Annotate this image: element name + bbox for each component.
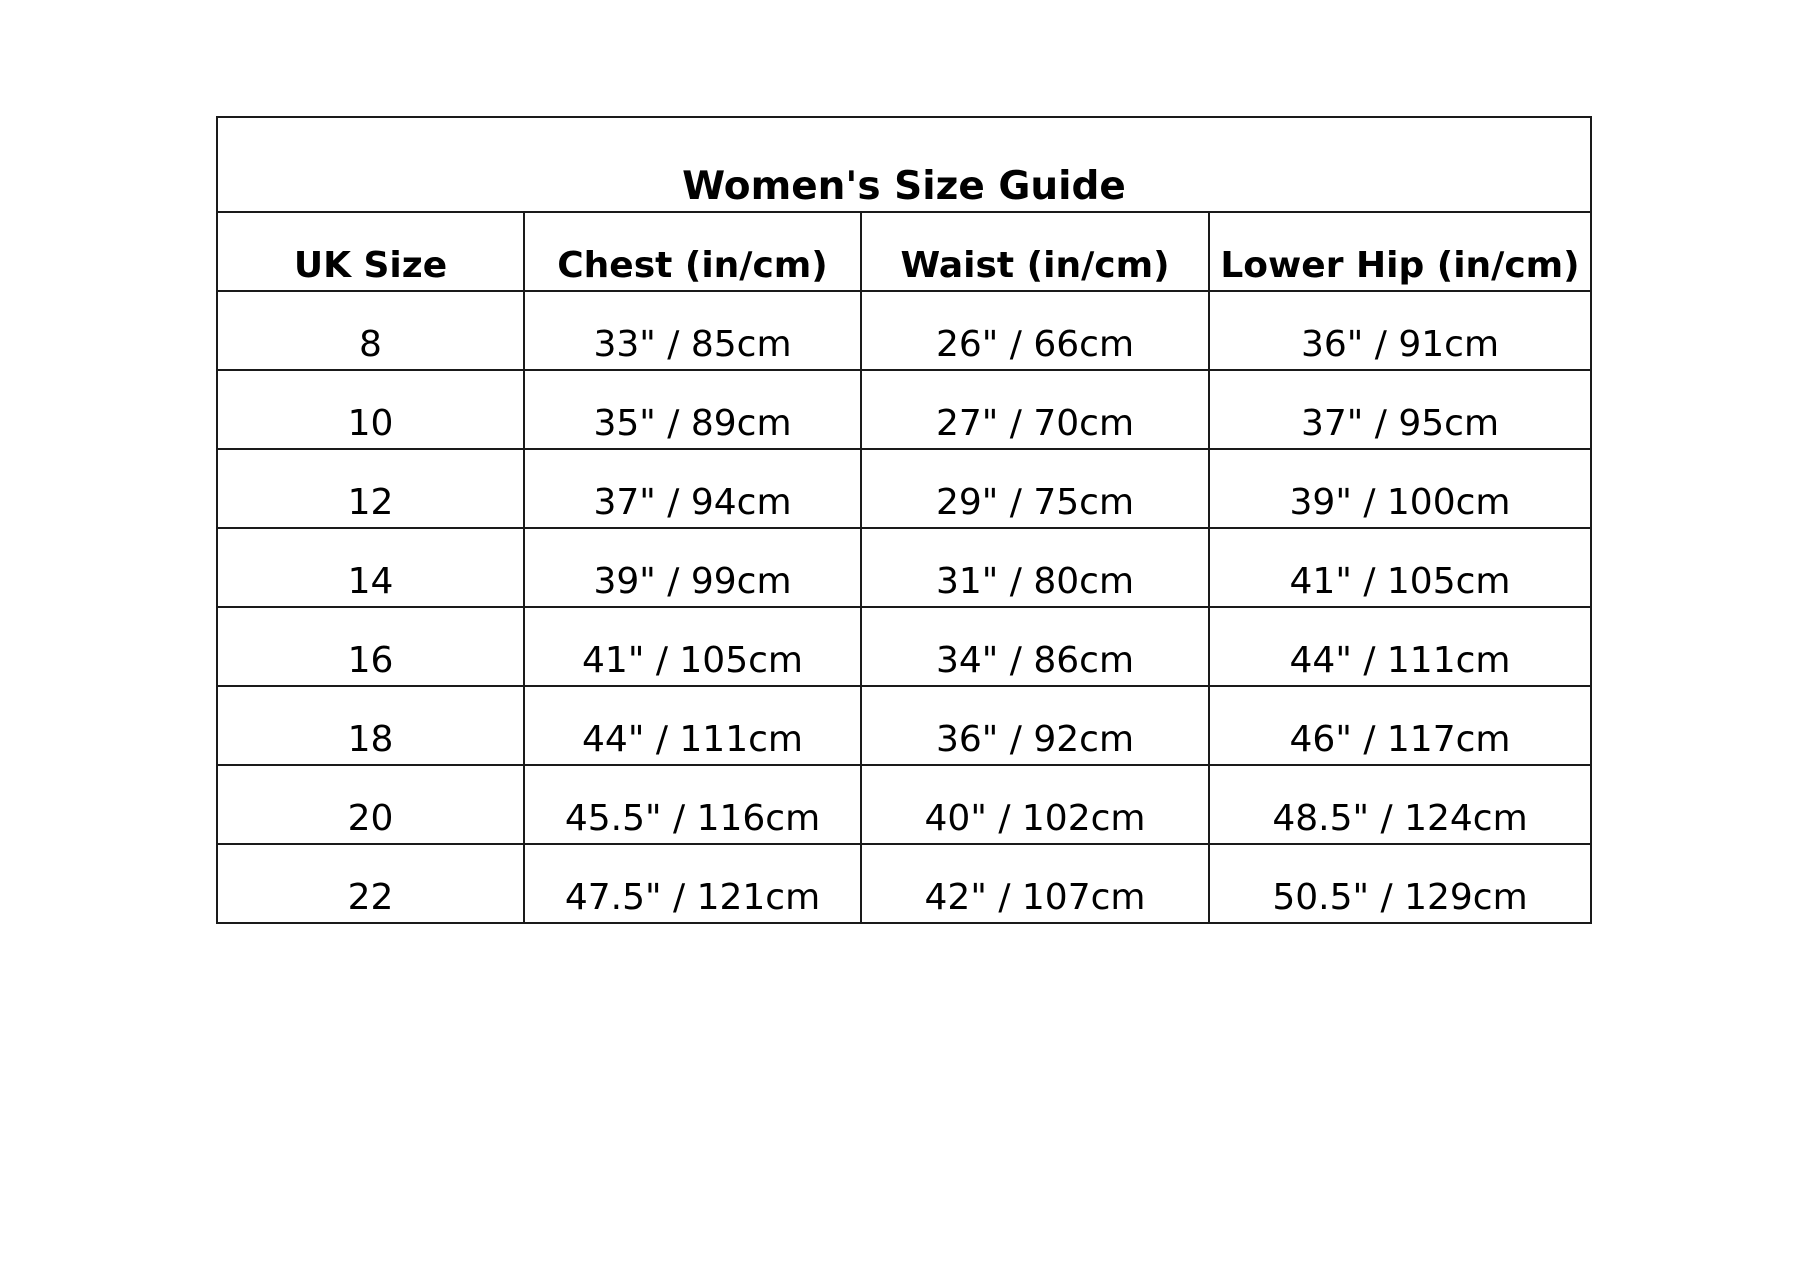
cell-lower-hip: 36" / 91cm: [1209, 291, 1591, 370]
cell-chest: 39" / 99cm: [524, 528, 861, 607]
cell-uk-size: 20: [217, 765, 524, 844]
cell-waist: 34" / 86cm: [861, 607, 1209, 686]
table-row: [217, 686, 1591, 765]
cell-chest: 41" / 105cm: [524, 607, 861, 686]
cell-waist: 31" / 80cm: [861, 528, 1209, 607]
cell-waist: 26" / 66cm: [861, 291, 1209, 370]
size-guide-table: [216, 116, 1592, 924]
cell-lower-hip: 37" / 95cm: [1209, 370, 1591, 449]
cell-lower-hip: 44" / 111cm: [1209, 607, 1591, 686]
cell-chest: 37" / 94cm: [524, 449, 861, 528]
table-row: [217, 370, 1591, 449]
cell-uk-size: 12: [217, 449, 524, 528]
header-chest: Chest (in/cm): [524, 212, 861, 291]
cell-lower-hip: 39" / 100cm: [1209, 449, 1591, 528]
table-row: [217, 449, 1591, 528]
cell-waist: 27" / 70cm: [861, 370, 1209, 449]
cell-waist: 40" / 102cm: [861, 765, 1209, 844]
cell-chest: 47.5" / 121cm: [524, 844, 861, 923]
table-row: [217, 291, 1591, 370]
header-row: [217, 212, 1591, 291]
header-waist: Waist (in/cm): [861, 212, 1209, 291]
cell-waist: 29" / 75cm: [861, 449, 1209, 528]
cell-chest: 33" / 85cm: [524, 291, 861, 370]
cell-lower-hip: 48.5" / 124cm: [1209, 765, 1591, 844]
cell-uk-size: 8: [217, 291, 524, 370]
cell-lower-hip: 46" / 117cm: [1209, 686, 1591, 765]
cell-chest: 35" / 89cm: [524, 370, 861, 449]
title-row: [217, 117, 1591, 212]
table-row: [217, 607, 1591, 686]
cell-uk-size: 16: [217, 607, 524, 686]
cell-waist: 36" / 92cm: [861, 686, 1209, 765]
header-lower-hip: Lower Hip (in/cm): [1209, 212, 1591, 291]
cell-chest: 45.5" / 116cm: [524, 765, 861, 844]
header-uk-size: UK Size: [217, 212, 524, 291]
table-row: [217, 765, 1591, 844]
cell-lower-hip: 50.5" / 129cm: [1209, 844, 1591, 923]
cell-uk-size: 10: [217, 370, 524, 449]
cell-uk-size: 18: [217, 686, 524, 765]
cell-waist: 42" / 107cm: [861, 844, 1209, 923]
table-row: [217, 844, 1591, 923]
cell-lower-hip: 41" / 105cm: [1209, 528, 1591, 607]
cell-uk-size: 14: [217, 528, 524, 607]
table-row: [217, 528, 1591, 607]
table-title: Women's Size Guide: [217, 117, 1591, 212]
cell-uk-size: 22: [217, 844, 524, 923]
cell-chest: 44" / 111cm: [524, 686, 861, 765]
